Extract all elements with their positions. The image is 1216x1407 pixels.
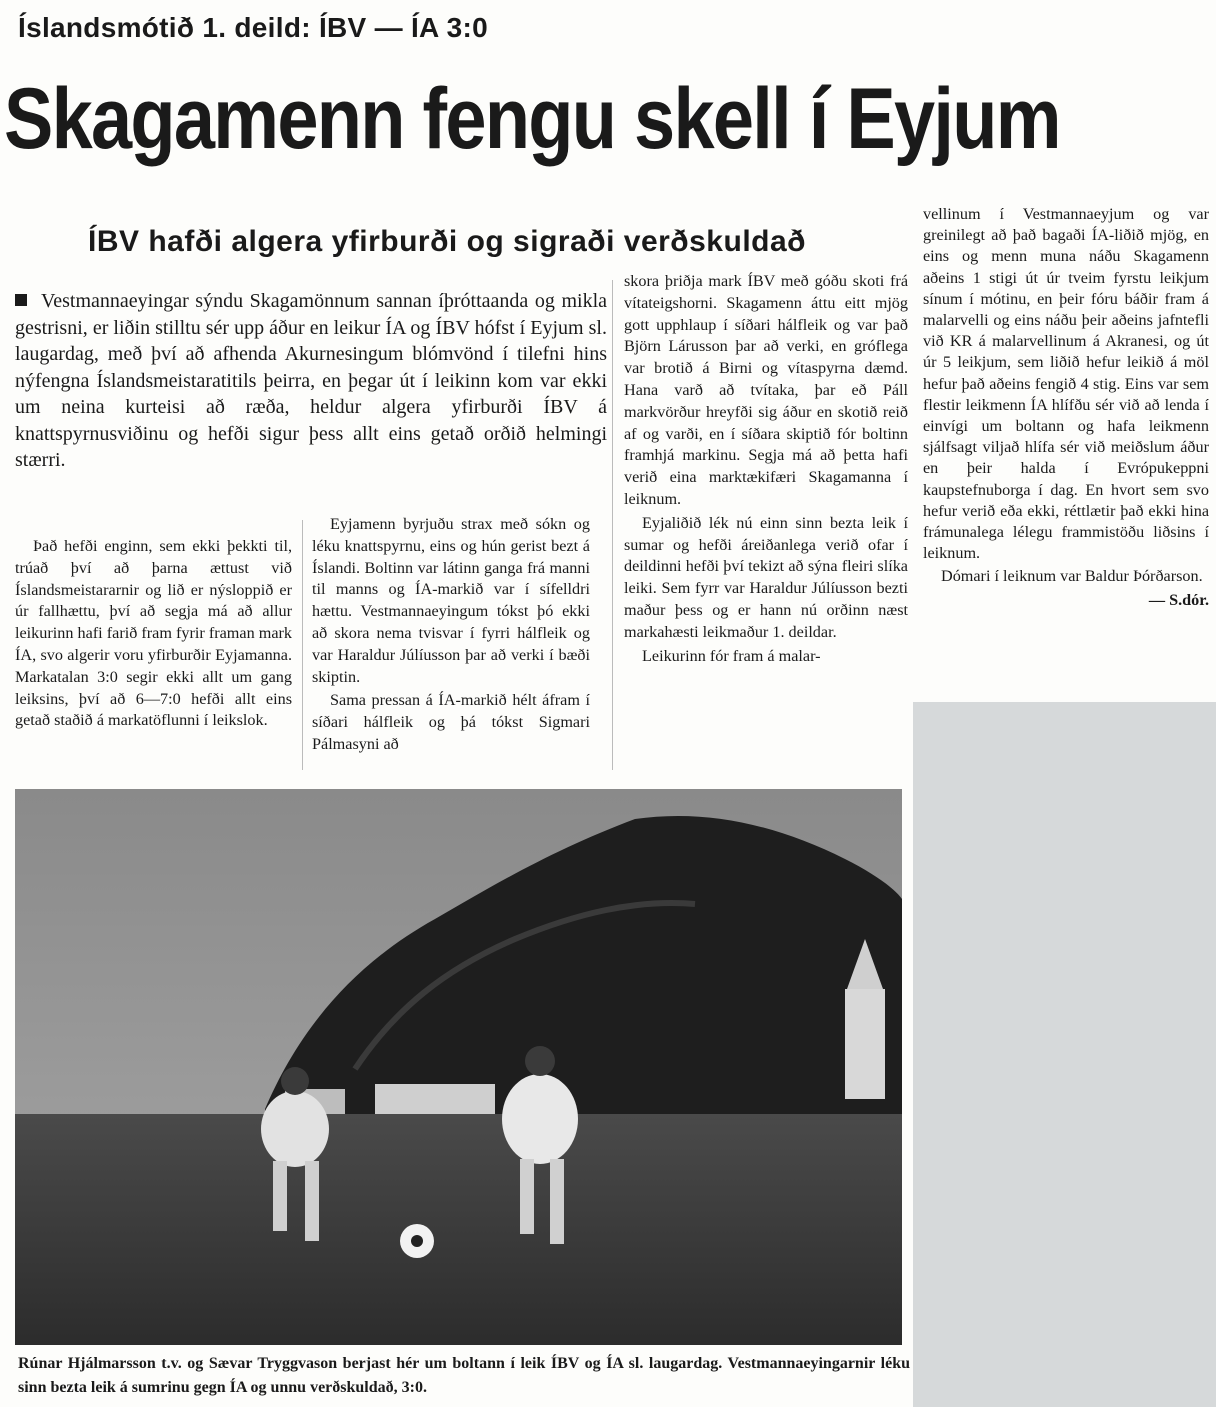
headline: Skagamenn fengu skell í Eyjum: [4, 71, 1060, 167]
signature: — S.dór.: [1148, 590, 1209, 609]
column-2: [312, 514, 590, 758]
byline-row: [923, 590, 1209, 611]
column-4: [923, 204, 1209, 611]
lead-text: Vestmannaeyingar sýndu Skagamönnum sannan íþróttaanda og mikla gestrisni, er liðin stilltu sér upp áður en leikur ÍA og ÍBV hófst í Eyjum sl. laugardag, með því að afhenda Akurnesingum blómvönd í tilefni hins nýfengna Íslandsmeistaratitils þeirra, en þegar út í leikinn kom var ekki um neina kurteisi að ræða, heldur algera yfirburði ÍBV á knattspyrnusviðinu og hefði sigur þess allt eins getað orðið helmingi stærri.: [15, 290, 607, 471]
paragraph: Dómari í leiknum var Baldur Þórðarson.: [941, 567, 1203, 586]
paragraph: Sama pressan á ÍA-markið hélt áfram í síðari hálfleik og þá tókst Sigmari Pálmasyni að: [312, 691, 590, 753]
paragraph: Eyjamenn byrjuðu strax með sókn og léku knattspyrnu, eins og hún gerist bezt á Íslandi. Boltinn var látinn ganga frá manni til manns og ÍA-markið var í sífelldri hættu. Vestmannaeyingum tókst þó ekki að skora nema tvisvar í fyrri hálfleik og var Haraldur Júlíusson þar að verki í bæði skiptin.: [312, 515, 590, 686]
column-divider: [302, 520, 303, 770]
subheadline: ÍBV hafði algera yfirburði og sigraði verðskuldað: [88, 225, 806, 258]
lead-paragraph: [15, 288, 607, 474]
photo-caption: Rúnar Hjálmarsson t.v. og Sævar Tryggvason berjast hér um boltann í leik ÍBV og ÍA sl. laugardag. Vestmannaeyingarnir léku sinn bezta leik á sumrinu gegn ÍA og unnu verðskuldað, 3:0.: [18, 1355, 910, 1396]
paragraph: Leikurinn fór fram á malar-: [642, 646, 821, 665]
paragraph: skora þriðja mark ÍBV með góðu skoti frá vítateigshorni. Skagamenn áttu eitt mjög gott upphlaup í síðari hálfleik og var það Björn Lárusson þar að verki, en gróflega var brotið á Birni og vítaspyrna dæmd. Hana varð að tvítaka, þar eð Páll markvörður hreyfði sig áður en skotið reið af og varði, en í síðara skiptið fór boltinn framhjá markinu. Segja má að þetta hafi verið eina marktækifæri Skagamanna í leiknum.: [624, 272, 908, 508]
photo-image: [15, 789, 902, 1345]
kicker: Íslandsmótið 1. deild: ÍBV — ÍA 3:0: [18, 12, 488, 43]
paragraph: vellinum í Vestmannaeyjum og var greinilegt að það bagaði ÍA-liðið mjög, en eins og menn muna náðu Skagamenn aðeins 1 stigi út úr tveim fyrstu leikjum sínum í mótinu, en þeir fóru báðir fram á malarvelli og eins náðu þeir aðeins jafntefli við KR á malarvellinum á Akranesi, og út úr 5 leikjum, sem liðið hefur leikið á möl hefur það aðeins fengið 4 stig. Eins var sem flestir leikmenn ÍA hlífðu sér við að lenda í einvígi um boltann og hafa leikmenn sjálfsagt viljað hlífa sér við meiðslum áður en þeir halda í Evrópukeppni kaupstefnuborga í dag. En hvort sem svo hefur verið eða ekki, réttlætir það ekki hina frámunalega lélegu frammistöðu liðsins í leiknum.: [923, 205, 1209, 563]
paragraph: Eyjaliðið lék nú einn sinn bezta leik í sumar og hefði áreiðanlega verið ofar í deildinni hefði því tekizt að sýna fleiri slíka leiki. Sem fyrr var Haraldur Júlíusson bezti maður þess og er hann nú orðinn næst markahæsti leikmaður 1. deildar.: [624, 513, 908, 641]
bullet-icon: [15, 294, 27, 306]
column-divider: [612, 280, 613, 770]
column-1: [15, 536, 292, 734]
column-3: [624, 271, 908, 669]
background-panel: [913, 702, 1216, 1407]
paragraph: Það hefði enginn, sem ekki þekkti til, trúað því að þarna ættust við Íslandsmeistararnir og lið er nýsloppið er úr fallhættu, því að segja má að allur leikurinn hafi farið fram fyrir framan mark ÍA, svo algerir voru yfirburðir Eyjamanna. Markatalan 3:0 segir ekki allt um gang leiksins, því að 6—7:0 hefði allt eins getað staðið á markatöflunni í leikslok.: [15, 537, 292, 730]
match-photo: [15, 789, 902, 1345]
